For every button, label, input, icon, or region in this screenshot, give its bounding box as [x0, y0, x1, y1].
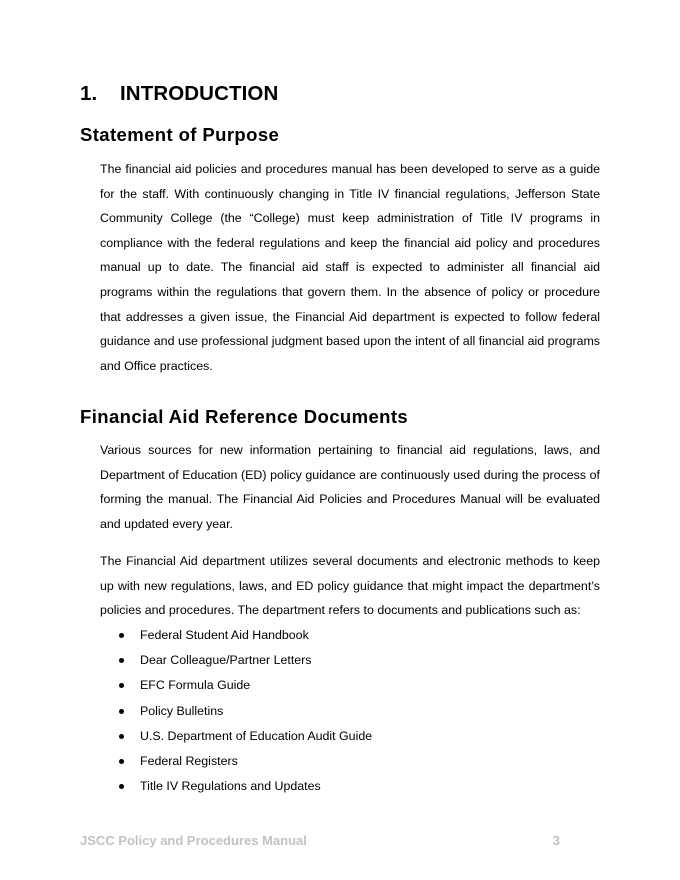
- list-item-text: Dear Colleague/Partner Letters: [140, 653, 312, 668]
- section-heading: [80, 82, 278, 106]
- section-title: INTRODUCTION: [120, 82, 279, 105]
- bullet-icon: [119, 683, 124, 688]
- bullet-icon: [119, 759, 124, 764]
- page-footer: [80, 833, 560, 848]
- list-item: [100, 774, 600, 799]
- list-item-text: Federal Student Aid Handbook: [140, 628, 309, 642]
- page-number: 3: [552, 833, 560, 848]
- list-item: [100, 699, 600, 724]
- list-item: [100, 724, 600, 749]
- bullet-icon: [119, 658, 124, 663]
- purpose-paragraph: The financial aid policies and procedures manual has been developed to serve as a guide for the staff. With continuously changing in Title IV financial regulations, Jefferson State Community College (the “College) must keep administration of Title IV programs in compliance with the federal regulations and keep the financial aid policy and procedures manual up to date. The financial aid staff is expected to administer all financial aid programs within the regulations that govern them. In the absence of policy or procedure that addresses a given issue, the Financial Aid department is expected to follow federal guidance and use professional judgment based upon the intent of all financial aid programs and Office practices.: [100, 162, 600, 373]
- list-item: [100, 749, 600, 774]
- references-paragraph-1: Various sources for new information pertaining to financial aid regulations, laws, and Department of Education (ED) policy guidance are continuously used during the process of forming the manual. The Financial Aid Policies and Procedures Manual will be evaluated and updated every year.: [100, 443, 600, 531]
- section-number: 1.: [80, 82, 98, 105]
- footer-title: JSCC Policy and Procedures Manual: [80, 833, 307, 848]
- list-item: [100, 648, 600, 673]
- bullet-icon: [119, 734, 124, 739]
- reference-list: [100, 623, 600, 799]
- list-item: [100, 673, 600, 698]
- list-item-text: Policy Bulletins: [140, 703, 224, 718]
- purpose-heading: Statement of Purpose: [80, 124, 280, 145]
- list-item-text: Title IV Regulations and Updates: [140, 779, 321, 794]
- list-item-text: Federal Registers: [140, 753, 238, 768]
- bullet-icon: [119, 633, 124, 638]
- references-heading: Financial Aid Reference Documents: [80, 406, 409, 427]
- list-item: [100, 623, 600, 648]
- list-item-text: EFC Formula Guide: [140, 678, 251, 693]
- references-paragraph-2: The Financial Aid department utilizes several documents and electronic methods to keep up with new regulations, laws, and ED policy guidance that might impact the department’s policies and procedures. The department refers to documents and publications such as:: [100, 554, 600, 618]
- list-item-text: U.S. Department of Education Audit Guide: [140, 728, 373, 743]
- bullet-icon: [119, 709, 124, 714]
- bullet-icon: [119, 784, 124, 789]
